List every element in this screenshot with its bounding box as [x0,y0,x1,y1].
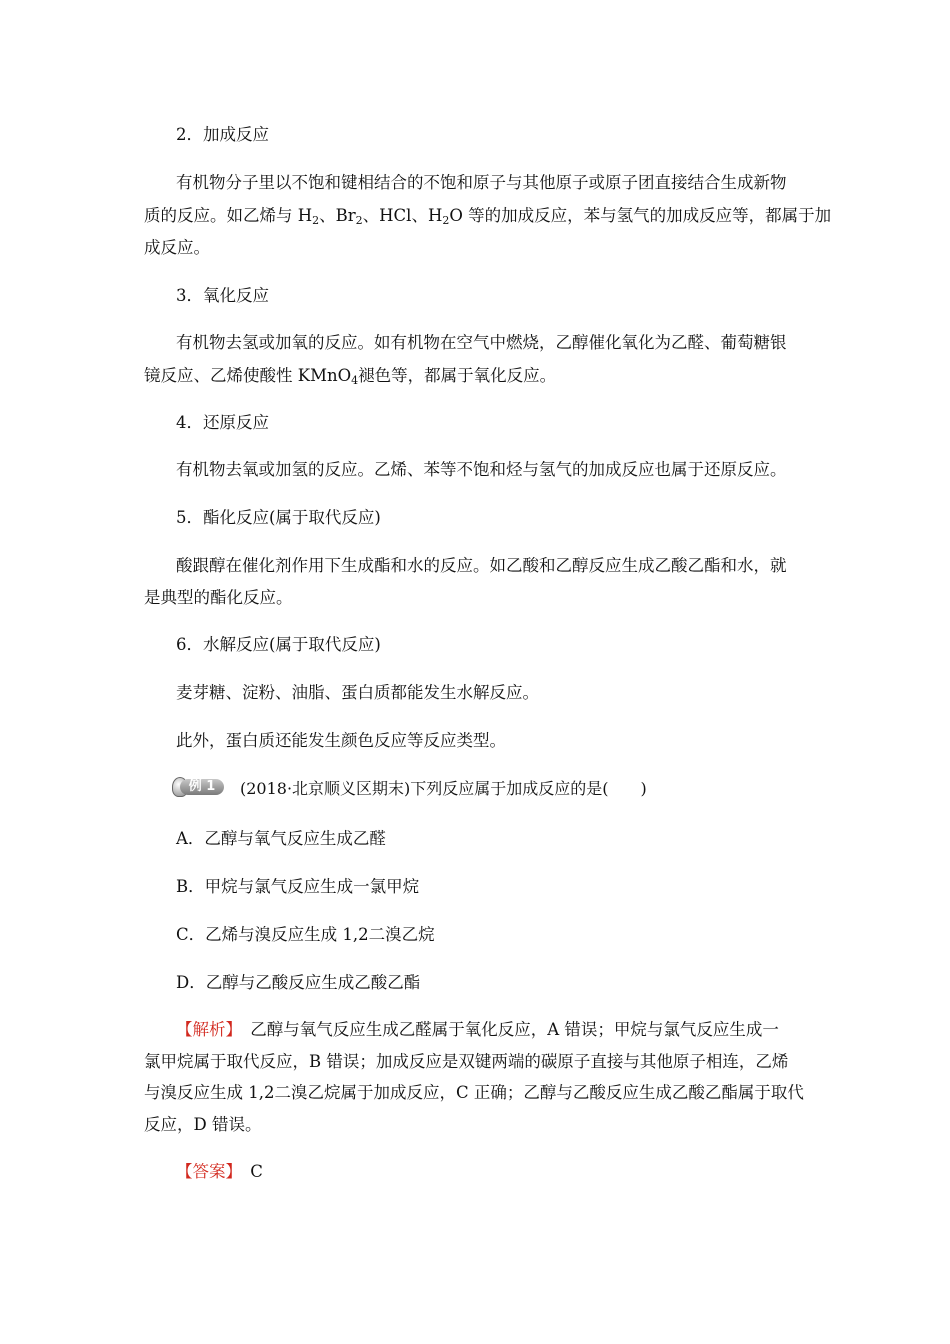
example-badge-label: 例 1 [180,779,224,795]
paragraph-line: 镜反应、乙烯使酸性 KMnO$_4$褪色等，都属于氧化反应。 [144,366,557,387]
paragraph-line: 此外，蛋白质还能发生颜色反应等反应类型。 [176,731,506,750]
option-c: C．乙烯与溴反应生成 1,2二溴乙烷 [176,925,435,944]
paragraph-line: 麦芽糖、淀粉、油脂、蛋白质都能发生水解反应。 [176,683,539,702]
answer-line [176,1162,806,1182]
paragraph-line: 酸跟醇在催化剂作用下生成酯和水的反应。如乙酸和乙醇反应生成乙酸乙酯和水，就 [176,556,787,575]
heading-addition: 2．加成反应 [176,125,269,144]
paragraph-line: 有机物去氧或加氢的反应。乙烯、苯等不饱和烃与氢气的加成反应也属于还原反应。 [176,460,787,479]
option-d: D．乙醇与乙酸反应生成乙酸乙酯 [176,973,421,992]
analysis-line: 反应，D 错误。 [144,1115,262,1134]
answer-tag: 【答案】 [176,1162,234,1181]
paragraph-line: 是典型的酯化反应。 [144,588,293,607]
analysis-line: 与溴反应生成 1,2二溴乙烷属于加成反应，C 正确；乙醇与乙酸反应生成乙酸乙酯属于取代 [144,1083,804,1102]
paragraph-line: 成反应。 [144,238,210,257]
heading-esterification: 5．酯化反应(属于取代反应) [176,508,381,527]
analysis-tag: 【解析】 [176,1020,234,1039]
example-badge [172,777,226,797]
example-stem: (2018·北京顺义区期末)下列反应属于加成反应的是( ) [240,778,647,798]
analysis-line: 氯甲烷属于取代反应，B 错误；加成反应是双键两端的碳原子直接与其他原子相连，乙烯 [144,1052,789,1071]
paragraph-line: 有机物分子里以不饱和键相结合的不饱和原子与其他原子或原子团直接结合生成新物 [176,173,787,192]
heading-reduction: 4．还原反应 [176,413,269,432]
option-b: B．甲烷与氯气反应生成一氯甲烷 [176,877,420,896]
option-a: A．乙醇与氧气反应生成乙醛 [176,829,386,848]
analysis-line: 【解析】 乙醇与氧气反应生成乙醛属于氧化反应，A 错误；甲烷与氯气反应生成一 [176,1020,779,1039]
heading-oxidation: 3．氧化反应 [176,286,269,305]
paragraph-line: 质的反应。如乙烯与 $H_2$、$Br_2$、HCl、$H_2O$ 等的加成反应，苯与氢气的加成反应等，都属于加 [144,206,832,227]
example-question [172,776,647,798]
heading-hydrolysis: 6．水解反应(属于取代反应) [176,635,381,654]
answer-value: C [233,1162,263,1181]
paragraph-line: 有机物去氢或加氧的反应。如有机物在空气中燃烧，乙醇催化氧化为乙醛、葡萄糖银 [176,333,787,352]
